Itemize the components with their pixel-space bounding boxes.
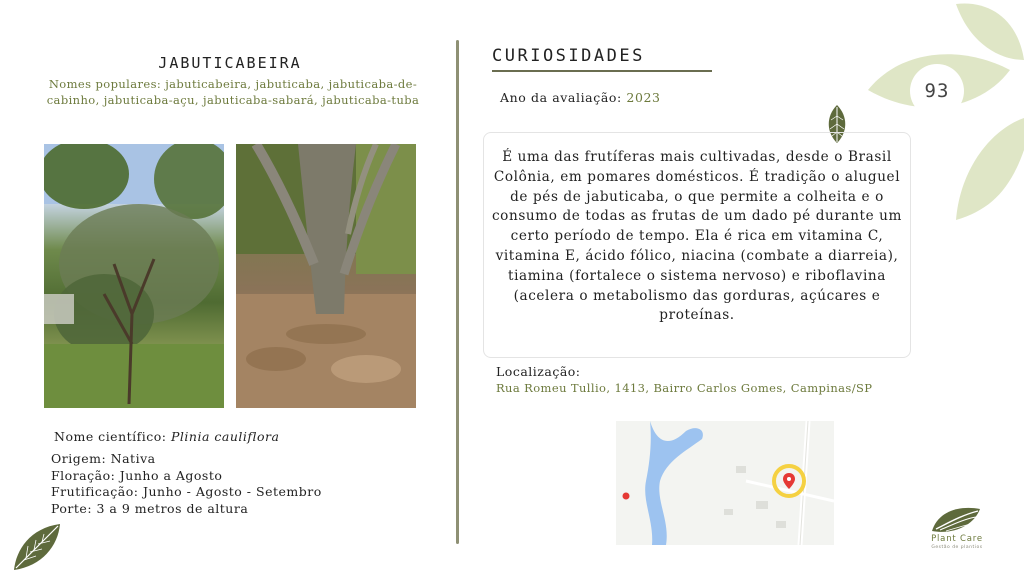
curiosities-text: É uma das frutíferas mais cultivadas, desde o Brasil Colônia, em pomares domésticos. É tradição o aluguel de pés de jabuticaba, o que permite a colheita e o consumo de todas as frutas de um dado pé durante um certo período de tempo. Ela é rica em vitamina C, vitamina E, ácido fólico, niacina (combate a diarreia), tiamina (fortalece o sistema nervoso) e riboflavina (acelera o metabolismo das gorduras, açúcares e proteínas. (491, 149, 903, 324)
plant-name: JABUTICABEIRA (158, 54, 302, 72)
photo-tree (44, 144, 224, 408)
location-address: Rua Romeu Tullio, 1413, Bairro Carlos Gomes, Campinas/SP (496, 381, 873, 395)
leaf-icon (10, 522, 62, 572)
photo-trunk (236, 144, 416, 408)
plant-facts (51, 451, 322, 517)
scientific-name-line (54, 429, 279, 444)
fact-origin: Origem: Nativa (51, 451, 156, 466)
fact-fruiting: Frutificação: Junho - Agosto - Setembro (51, 484, 322, 499)
evaluation-year (500, 90, 661, 105)
location-label: Localização: (496, 364, 581, 379)
page-number-badge: 93 (910, 64, 964, 118)
fact-flowering: Floração: Junho a Agosto (51, 467, 223, 483)
logo-name: Plant Care (931, 534, 983, 544)
year-value: 2023 (626, 90, 661, 105)
column-divider (456, 40, 459, 544)
popular-names: Nomes populares: jabuticabeira, jabuticaba, jabuticaba-de-cabinho, jabuticaba-açu, jabuticaba-sabará, jabuticaba-tuba (46, 77, 420, 107)
logo-tagline: Gestão de plantios (931, 545, 983, 550)
plant-care-logo-icon (930, 503, 982, 535)
location-map[interactable] (616, 421, 834, 545)
scientific-name: Plinia cauliflora (171, 429, 280, 444)
year-label: Ano da avaliação: (500, 90, 627, 105)
title-underline (492, 70, 712, 72)
scientific-label: Nome científico: (54, 429, 171, 444)
fact-size: Porte: 3 a 9 metros de altura (51, 500, 249, 516)
curiosities-title: CURIOSIDADES (492, 46, 645, 66)
